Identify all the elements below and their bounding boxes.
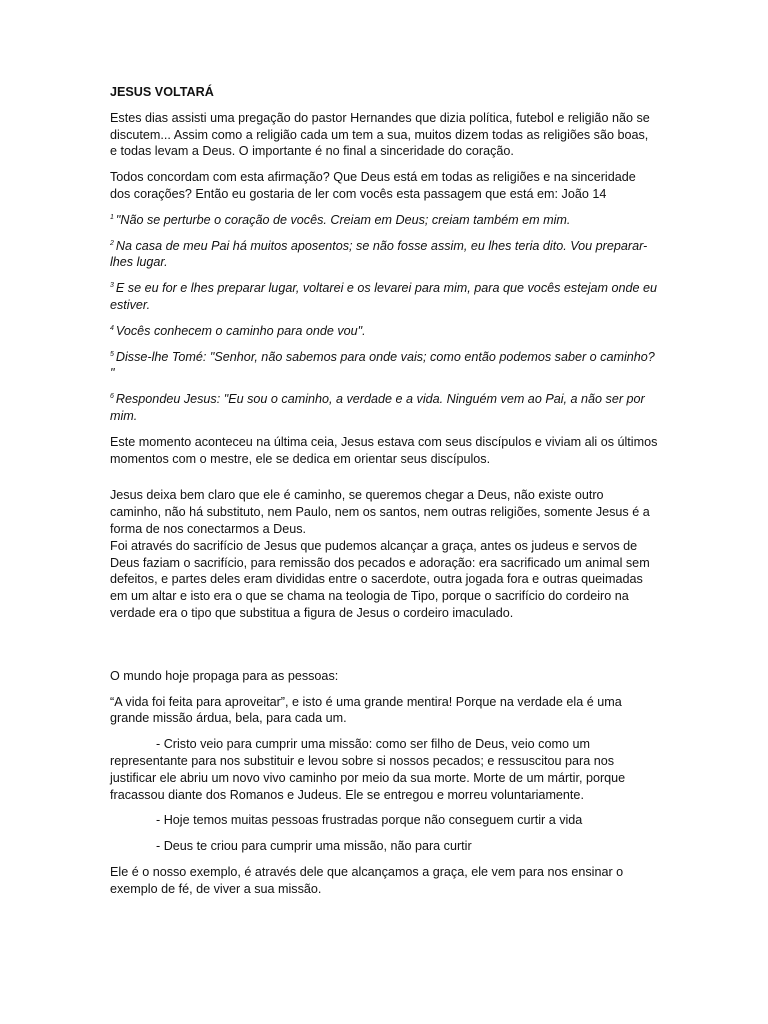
- bullet-item: - Hoje temos muitas pessoas frustradas porque não conseguem curtir a vida: [156, 813, 583, 828]
- verse: [110, 280, 658, 314]
- verse: [110, 238, 658, 272]
- verse-number: 2: [110, 239, 114, 247]
- explanation-paragraph: Jesus deixa bem claro que ele é caminho, se queremos chegar a Deus, não existe outro caminho, não há substituto, nem Paulo, nem os santos, nem outras religiões, somente Jesus é a forma de nos conectarmos a Deus.: [110, 488, 650, 536]
- verse-text: "Não se perturbe o coração de vocês. Creiam em Deus; creiam também em mim.: [115, 212, 571, 227]
- verse-number: 1: [110, 213, 114, 221]
- world-paragraph: O mundo hoje propaga para as pessoas:: [110, 668, 339, 683]
- intro-paragraph: Todos concordam com esta afirmação? Que Deus está em todas as religiões e na sinceridade dos corações? Então eu gostaria de ler com vocês esta passagem que está em: João 14: [110, 170, 636, 201]
- bullet-item: - Cristo veio para cumprir uma missão: como ser filho de Deus, veio como um representante para nos substituir e levou sobre si nossos pecados; e ressuscitou para nos justificar ele abriu um novo vivo caminho por meio da sua morte. Morte de um mártir, porque fracassou diante dos Romanos e Judeus. Ele se entregou e morreu voluntariamente.: [110, 737, 626, 802]
- closing-paragraph: Ele é o nosso exemplo, é através dele que alcançamos a graça, ele vem para nos ensinar o exemplo de fé, de viver a sua missão.: [110, 864, 624, 896]
- verse: [110, 349, 658, 383]
- explanation-paragraph: Foi através do sacrifício de Jesus que pudemos alcançar a graça, antes os judeus e servos de Deus faziam o sacrifício, para remissão dos pecados e adoração: era sacrificado um animal sem defeitos, e partes deles eram divididas entre o sacerdote, outra jogada fora e outras queimadas em um altar e isto era o que se chama na teologia de Tipo, porque o sacrifício do cordeiro na verdade era o tipo que substitua a figura de Jesus o cordeiro imaculado.: [110, 538, 650, 620]
- verse-number: 3: [110, 282, 114, 290]
- document-title: JESUS VOLTARÁ: [110, 85, 214, 99]
- verse: [110, 323, 658, 340]
- verse-text: E se eu for e lhes preparar lugar, voltarei e os levarei para mim, para que vocês estejam onde eu estiver.: [110, 281, 658, 312]
- verse-text: Na casa de meu Pai há muitos aposentos; se não fosse assim, eu lhes teria dito. Vou preparar-lhes lugar.: [110, 238, 648, 270]
- verse-number: 5: [110, 350, 114, 358]
- verse-number: 4: [110, 324, 114, 332]
- verse: [110, 212, 658, 229]
- verse: [110, 391, 658, 425]
- verse-text: Respondeu Jesus: "Eu sou o caminho, a verdade e a vida. Ninguém vem ao Pai, a não ser por mim.: [110, 392, 645, 423]
- verse-text: Disse-lhe Tomé: "Senhor, não sabemos para onde vais; como então podemos saber o caminho? ": [110, 349, 655, 381]
- document-body: [110, 84, 658, 906]
- context-paragraph: Este momento aconteceu na última ceia, Jesus estava com seus discípulos e viviam ali os últimos momentos com o mestre, ele se dedica em orientar seus discípulos.: [110, 434, 658, 466]
- quote-paragraph: “A vida foi feita para aproveitar”, e isto é uma grande mentira! Porque na verdade ela é uma grande missão árdua, bela, para cada um.: [110, 694, 622, 726]
- intro-paragraph: Estes dias assisti uma pregação do pastor Hernandes que dizia política, futebol e religião não se discutem... Assim como a religião cada um tem a sua, muitos dizem todas as religiões são boas, e todas levam a Deus. O importante é no final a sinceridade do coração.: [110, 110, 650, 159]
- bullet-item: - Deus te criou para cumprir uma missão, não para curtir: [156, 839, 472, 854]
- verse-text: Vocês conhecem o caminho para onde vou".: [115, 323, 366, 338]
- verse-number: 6: [110, 393, 114, 401]
